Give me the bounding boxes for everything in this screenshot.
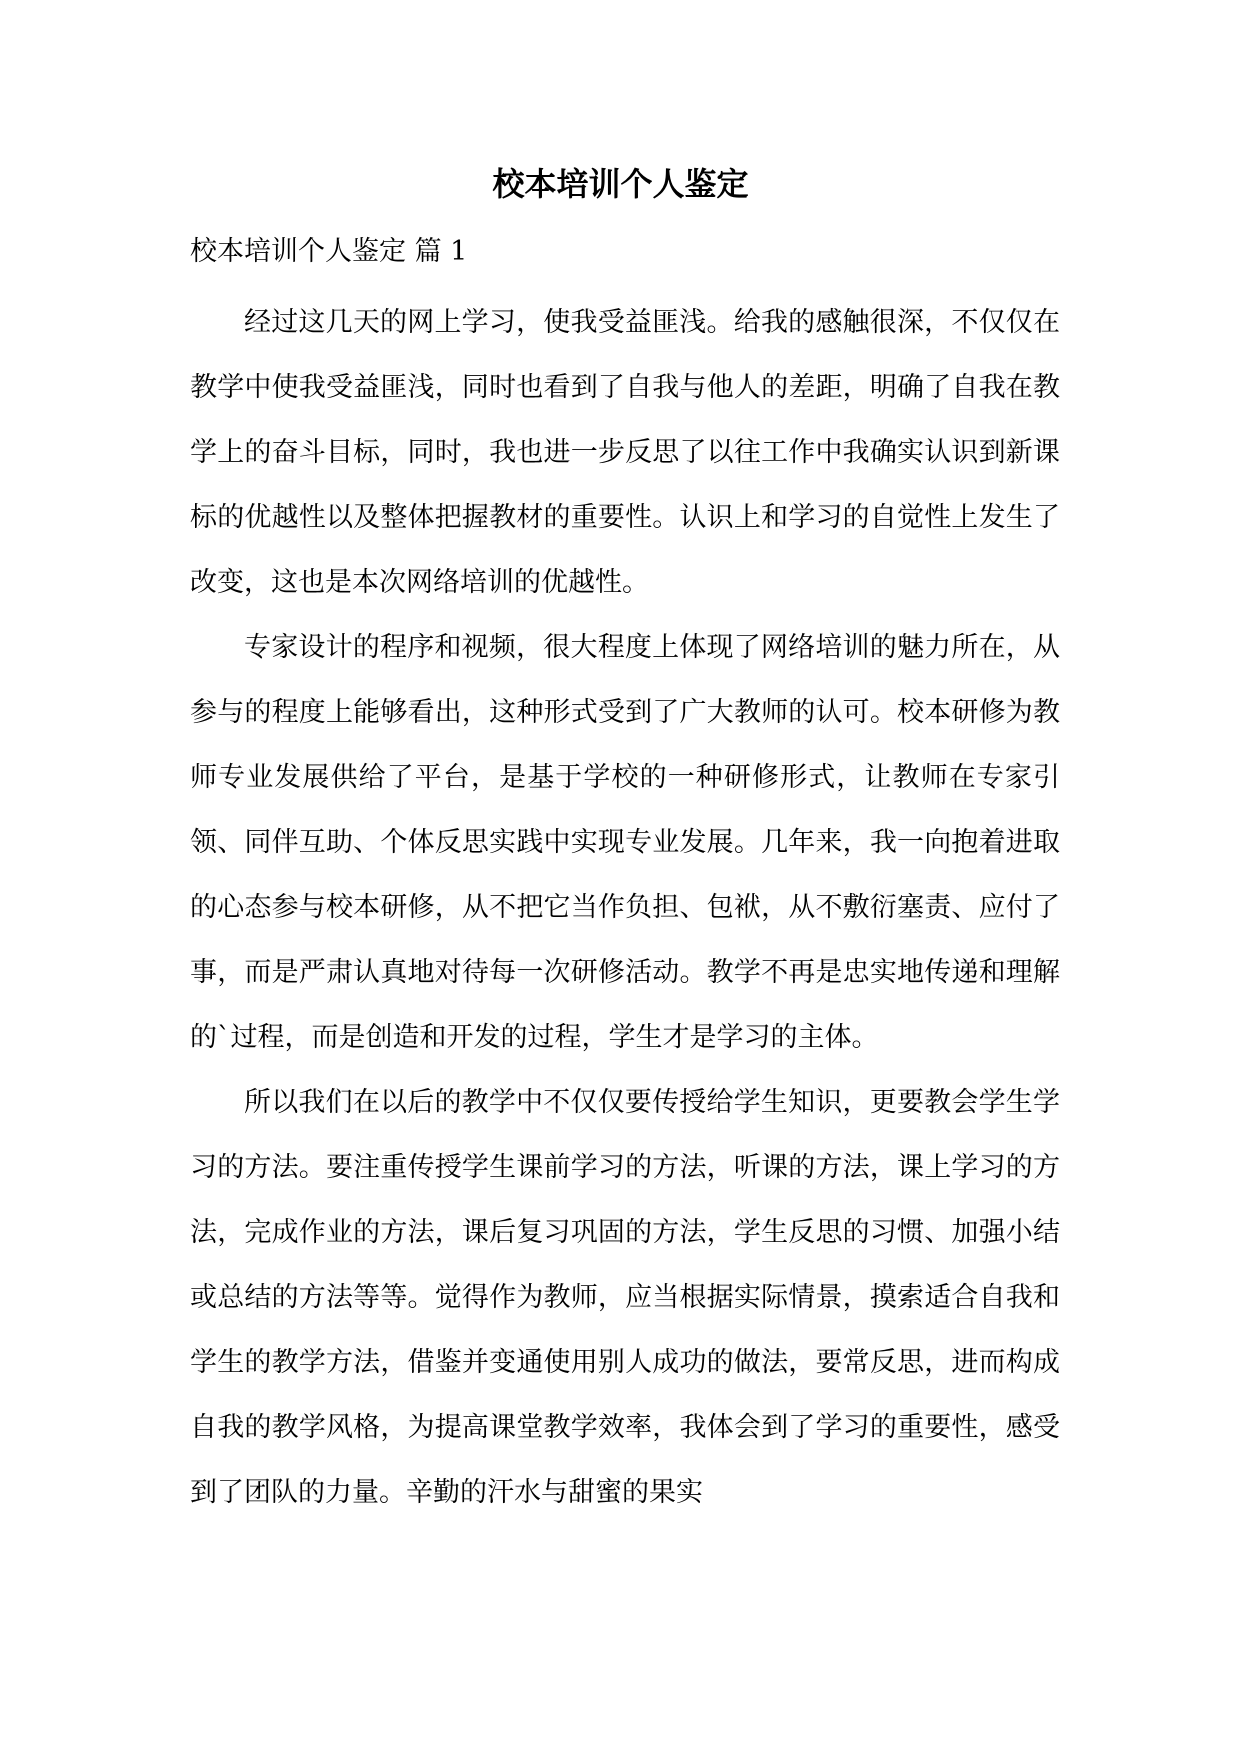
document-title: 校本培训个人鉴定	[492, 165, 749, 203]
section-heading: 校本培训个人鉴定 篇 1	[190, 236, 468, 267]
paragraph-1: 经过这几天的网上学习，使我受益匪浅。给我的感触很深，不仅仅在教学中使我受益匪浅，同时也看到了自我与他人的差距，明确了自我在教学上的奋斗目标，同时，我也进一步反思了以往工作中我确实认识到新课标的优越性以及整体把握教材的重要性。认识上和学习的自觉性上发生了改变，这也是本次网络培训的优越性。	[190, 307, 1060, 598]
paragraph-3: 所以我们在以后的教学中不仅仅要传授给学生知识，更要教会学生学习的方法。要注重传授学生课前学习的方法，听课的方法，课上学习的方法，完成作业的方法，课后复习巩固的方法，学生反思的习惯、加强小结或总结的方法等等。觉得作为教师，应当根据实际情景，摸索适合自我和学生的教学方法，借鉴并变通使用别人成功的做法，要常反思，进而构成自我的教学风格，为提高课堂教学效率，我体会到了学习的重要性，感受到了团队的力量。辛勤的汗水与甜蜜的果实	[190, 1087, 1060, 1508]
document-body	[190, 290, 1060, 1525]
paragraph-2: 专家设计的程序和视频，很大程度上体现了网络培训的魅力所在，从参与的程度上能够看出，这种形式受到了广大教师的认可。校本研修为教师专业发展供给了平台，是基于学校的一种研修形式，让教师在专家引领、同伴互助、个体反思实践中实现专业发展。几年来，我一向抱着进取的心态参与校本研修，从不把它当作负担、包袱，从不敷衍塞责、应付了事，而是严肃认真地对待每一次研修活动。教学不再是忠实地传递和理解的`过程，而是创造和开发的过程，学生才是学习的主体。	[190, 632, 1060, 1053]
